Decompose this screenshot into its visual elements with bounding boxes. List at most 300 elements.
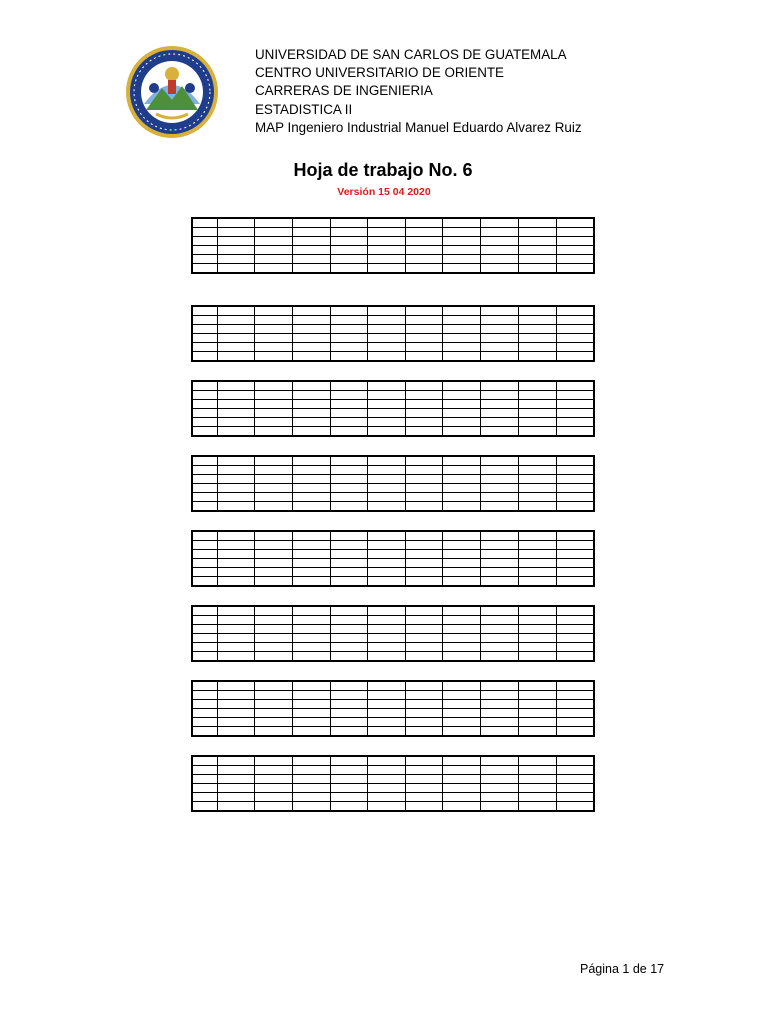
table-cell[interactable] — [518, 802, 556, 812]
table-cell[interactable] — [330, 456, 367, 466]
table-cell[interactable] — [442, 264, 480, 274]
table-cell[interactable] — [367, 418, 405, 427]
table-cell[interactable] — [254, 550, 292, 559]
table-cell[interactable] — [367, 502, 405, 512]
table-cell[interactable] — [518, 784, 556, 793]
table-cell[interactable] — [192, 325, 217, 334]
table-cell[interactable] — [556, 475, 594, 484]
table-cell[interactable] — [254, 352, 292, 362]
table-cell[interactable] — [192, 643, 217, 652]
table-cell[interactable] — [330, 700, 367, 709]
table-cell[interactable] — [292, 616, 330, 625]
table-cell[interactable] — [405, 691, 442, 700]
table-cell[interactable] — [192, 559, 217, 568]
table-cell[interactable] — [442, 550, 480, 559]
table-cell[interactable] — [367, 606, 405, 616]
table-cell[interactable] — [217, 577, 254, 587]
table-cell[interactable] — [217, 709, 254, 718]
table-cell[interactable] — [518, 334, 556, 343]
table-cell[interactable] — [192, 343, 217, 352]
table-cell[interactable] — [217, 784, 254, 793]
table-cell[interactable] — [405, 531, 442, 541]
table-cell[interactable] — [405, 606, 442, 616]
table-cell[interactable] — [367, 427, 405, 437]
table-cell[interactable] — [330, 802, 367, 812]
table-cell[interactable] — [367, 456, 405, 466]
table-cell[interactable] — [292, 606, 330, 616]
table-cell[interactable] — [192, 418, 217, 427]
table-cell[interactable] — [217, 306, 254, 316]
table-cell[interactable] — [217, 409, 254, 418]
table-cell[interactable] — [405, 343, 442, 352]
table-cell[interactable] — [292, 475, 330, 484]
table-cell[interactable] — [405, 634, 442, 643]
table-cell[interactable] — [254, 775, 292, 784]
table-cell[interactable] — [367, 793, 405, 802]
table-cell[interactable] — [480, 784, 518, 793]
table-cell[interactable] — [367, 802, 405, 812]
table-cell[interactable] — [556, 418, 594, 427]
table-cell[interactable] — [518, 456, 556, 466]
table-cell[interactable] — [254, 456, 292, 466]
table-cell[interactable] — [518, 484, 556, 493]
table-cell[interactable] — [480, 766, 518, 775]
table-cell[interactable] — [518, 400, 556, 409]
table-cell[interactable] — [192, 255, 217, 264]
table-cell[interactable] — [518, 502, 556, 512]
table-cell[interactable] — [518, 493, 556, 502]
table-cell[interactable] — [367, 475, 405, 484]
table-cell[interactable] — [556, 334, 594, 343]
table-cell[interactable] — [405, 700, 442, 709]
table-cell[interactable] — [367, 325, 405, 334]
table-cell[interactable] — [556, 691, 594, 700]
table-cell[interactable] — [405, 784, 442, 793]
table-cell[interactable] — [330, 493, 367, 502]
table-cell[interactable] — [192, 793, 217, 802]
table-cell[interactable] — [367, 550, 405, 559]
table-cell[interactable] — [556, 493, 594, 502]
table-cell[interactable] — [556, 246, 594, 255]
table-cell[interactable] — [518, 718, 556, 727]
table-cell[interactable] — [254, 246, 292, 255]
table-cell[interactable] — [556, 316, 594, 325]
table-cell[interactable] — [480, 643, 518, 652]
table-cell[interactable] — [254, 616, 292, 625]
table-cell[interactable] — [254, 418, 292, 427]
table-cell[interactable] — [254, 502, 292, 512]
table-cell[interactable] — [518, 766, 556, 775]
table-cell[interactable] — [518, 316, 556, 325]
table-cell[interactable] — [254, 427, 292, 437]
table-cell[interactable] — [556, 531, 594, 541]
table-cell[interactable] — [405, 456, 442, 466]
table-cell[interactable] — [330, 325, 367, 334]
table-cell[interactable] — [330, 352, 367, 362]
table-cell[interactable] — [192, 306, 217, 316]
table-cell[interactable] — [192, 775, 217, 784]
table-cell[interactable] — [442, 727, 480, 737]
table-cell[interactable] — [217, 334, 254, 343]
table-cell[interactable] — [330, 727, 367, 737]
table-cell[interactable] — [480, 700, 518, 709]
table-cell[interactable] — [254, 334, 292, 343]
table-cell[interactable] — [330, 681, 367, 691]
table-cell[interactable] — [292, 352, 330, 362]
table-cell[interactable] — [254, 766, 292, 775]
table-cell[interactable] — [330, 484, 367, 493]
table-cell[interactable] — [254, 325, 292, 334]
table-cell[interactable] — [367, 568, 405, 577]
table-cell[interactable] — [192, 237, 217, 246]
table-cell[interactable] — [480, 484, 518, 493]
table-cell[interactable] — [330, 391, 367, 400]
table-cell[interactable] — [330, 475, 367, 484]
table-cell[interactable] — [192, 550, 217, 559]
table-cell[interactable] — [192, 700, 217, 709]
table-cell[interactable] — [405, 264, 442, 274]
table-cell[interactable] — [556, 709, 594, 718]
table-cell[interactable] — [556, 484, 594, 493]
table-cell[interactable] — [330, 784, 367, 793]
table-cell[interactable] — [367, 381, 405, 391]
table-cell[interactable] — [405, 652, 442, 662]
table-cell[interactable] — [330, 652, 367, 662]
table-cell[interactable] — [480, 550, 518, 559]
table-cell[interactable] — [292, 228, 330, 237]
table-cell[interactable] — [254, 381, 292, 391]
table-cell[interactable] — [254, 466, 292, 475]
table-cell[interactable] — [367, 391, 405, 400]
table-cell[interactable] — [367, 334, 405, 343]
table-cell[interactable] — [292, 409, 330, 418]
table-cell[interactable] — [518, 541, 556, 550]
table-cell[interactable] — [192, 756, 217, 766]
table-cell[interactable] — [217, 793, 254, 802]
table-cell[interactable] — [254, 400, 292, 409]
table-cell[interactable] — [518, 381, 556, 391]
table-cell[interactable] — [217, 634, 254, 643]
table-cell[interactable] — [518, 643, 556, 652]
table-cell[interactable] — [217, 352, 254, 362]
table-cell[interactable] — [480, 493, 518, 502]
table-cell[interactable] — [405, 643, 442, 652]
table-cell[interactable] — [518, 237, 556, 246]
table-cell[interactable] — [480, 418, 518, 427]
table-cell[interactable] — [442, 531, 480, 541]
table-cell[interactable] — [254, 634, 292, 643]
table-cell[interactable] — [442, 493, 480, 502]
table-cell[interactable] — [254, 643, 292, 652]
table-cell[interactable] — [292, 718, 330, 727]
table-cell[interactable] — [480, 652, 518, 662]
table-cell[interactable] — [405, 616, 442, 625]
table-cell[interactable] — [556, 550, 594, 559]
table-cell[interactable] — [192, 634, 217, 643]
table-cell[interactable] — [518, 427, 556, 437]
table-cell[interactable] — [330, 766, 367, 775]
table-cell[interactable] — [367, 709, 405, 718]
table-cell[interactable] — [330, 559, 367, 568]
table-cell[interactable] — [217, 541, 254, 550]
table-cell[interactable] — [480, 625, 518, 634]
table-cell[interactable] — [480, 502, 518, 512]
table-cell[interactable] — [556, 381, 594, 391]
table-cell[interactable] — [518, 616, 556, 625]
table-cell[interactable] — [192, 484, 217, 493]
table-cell[interactable] — [405, 709, 442, 718]
table-cell[interactable] — [442, 775, 480, 784]
table-cell[interactable] — [192, 709, 217, 718]
table-cell[interactable] — [254, 802, 292, 812]
table-cell[interactable] — [405, 568, 442, 577]
table-cell[interactable] — [556, 306, 594, 316]
table-cell[interactable] — [367, 616, 405, 625]
table-cell[interactable] — [217, 228, 254, 237]
table-cell[interactable] — [480, 381, 518, 391]
table-cell[interactable] — [405, 400, 442, 409]
table-cell[interactable] — [518, 652, 556, 662]
table-cell[interactable] — [330, 264, 367, 274]
table-cell[interactable] — [254, 255, 292, 264]
table-cell[interactable] — [292, 793, 330, 802]
table-cell[interactable] — [254, 484, 292, 493]
table-cell[interactable] — [292, 484, 330, 493]
table-cell[interactable] — [556, 681, 594, 691]
table-cell[interactable] — [254, 493, 292, 502]
table-cell[interactable] — [192, 493, 217, 502]
table-cell[interactable] — [217, 237, 254, 246]
table-cell[interactable] — [480, 316, 518, 325]
table-cell[interactable] — [254, 652, 292, 662]
table-cell[interactable] — [217, 756, 254, 766]
table-cell[interactable] — [330, 616, 367, 625]
table-cell[interactable] — [292, 531, 330, 541]
table-cell[interactable] — [442, 718, 480, 727]
table-cell[interactable] — [518, 700, 556, 709]
table-cell[interactable] — [192, 475, 217, 484]
table-cell[interactable] — [330, 709, 367, 718]
table-cell[interactable] — [442, 218, 480, 228]
table-cell[interactable] — [192, 568, 217, 577]
table-cell[interactable] — [217, 727, 254, 737]
table-cell[interactable] — [480, 466, 518, 475]
table-cell[interactable] — [405, 306, 442, 316]
table-cell[interactable] — [442, 400, 480, 409]
table-cell[interactable] — [480, 802, 518, 812]
table-cell[interactable] — [292, 466, 330, 475]
table-cell[interactable] — [480, 427, 518, 437]
table-cell[interactable] — [480, 568, 518, 577]
table-cell[interactable] — [442, 391, 480, 400]
table-cell[interactable] — [217, 625, 254, 634]
table-cell[interactable] — [292, 246, 330, 255]
table-cell[interactable] — [367, 409, 405, 418]
table-cell[interactable] — [292, 681, 330, 691]
table-cell[interactable] — [367, 352, 405, 362]
table-cell[interactable] — [442, 652, 480, 662]
table-cell[interactable] — [330, 334, 367, 343]
table-cell[interactable] — [405, 793, 442, 802]
table-cell[interactable] — [405, 625, 442, 634]
table-cell[interactable] — [192, 427, 217, 437]
table-cell[interactable] — [556, 502, 594, 512]
table-cell[interactable] — [442, 228, 480, 237]
table-cell[interactable] — [217, 427, 254, 437]
table-cell[interactable] — [192, 652, 217, 662]
table-cell[interactable] — [254, 691, 292, 700]
table-cell[interactable] — [405, 418, 442, 427]
table-cell[interactable] — [217, 493, 254, 502]
table-cell[interactable] — [292, 325, 330, 334]
table-cell[interactable] — [217, 606, 254, 616]
table-cell[interactable] — [192, 625, 217, 634]
table-cell[interactable] — [480, 775, 518, 784]
table-cell[interactable] — [254, 727, 292, 737]
table-cell[interactable] — [192, 381, 217, 391]
table-cell[interactable] — [405, 409, 442, 418]
table-cell[interactable] — [556, 264, 594, 274]
table-cell[interactable] — [556, 802, 594, 812]
table-cell[interactable] — [442, 418, 480, 427]
table-cell[interactable] — [556, 727, 594, 737]
table-cell[interactable] — [442, 409, 480, 418]
table-cell[interactable] — [518, 264, 556, 274]
table-cell[interactable] — [217, 418, 254, 427]
table-cell[interactable] — [330, 606, 367, 616]
table-cell[interactable] — [518, 391, 556, 400]
table-cell[interactable] — [556, 616, 594, 625]
table-cell[interactable] — [254, 228, 292, 237]
table-cell[interactable] — [480, 306, 518, 316]
table-cell[interactable] — [330, 625, 367, 634]
table-cell[interactable] — [292, 456, 330, 466]
table-cell[interactable] — [405, 484, 442, 493]
table-cell[interactable] — [292, 766, 330, 775]
table-cell[interactable] — [217, 643, 254, 652]
table-cell[interactable] — [292, 577, 330, 587]
table-cell[interactable] — [405, 502, 442, 512]
table-cell[interactable] — [292, 756, 330, 766]
table-cell[interactable] — [480, 334, 518, 343]
table-cell[interactable] — [480, 634, 518, 643]
table-cell[interactable] — [442, 255, 480, 264]
table-cell[interactable] — [367, 246, 405, 255]
table-cell[interactable] — [442, 306, 480, 316]
table-cell[interactable] — [405, 802, 442, 812]
table-cell[interactable] — [367, 634, 405, 643]
table-cell[interactable] — [442, 427, 480, 437]
table-cell[interactable] — [518, 577, 556, 587]
table-cell[interactable] — [518, 246, 556, 255]
table-cell[interactable] — [518, 306, 556, 316]
table-cell[interactable] — [480, 709, 518, 718]
table-cell[interactable] — [254, 700, 292, 709]
table-cell[interactable] — [367, 625, 405, 634]
table-cell[interactable] — [330, 718, 367, 727]
table-cell[interactable] — [217, 681, 254, 691]
table-cell[interactable] — [405, 237, 442, 246]
table-cell[interactable] — [518, 691, 556, 700]
table-cell[interactable] — [330, 418, 367, 427]
table-cell[interactable] — [442, 502, 480, 512]
table-cell[interactable] — [556, 427, 594, 437]
table-cell[interactable] — [480, 559, 518, 568]
table-cell[interactable] — [480, 718, 518, 727]
table-cell[interactable] — [192, 409, 217, 418]
table-cell[interactable] — [217, 775, 254, 784]
table-cell[interactable] — [556, 325, 594, 334]
table-cell[interactable] — [367, 718, 405, 727]
table-cell[interactable] — [518, 466, 556, 475]
table-cell[interactable] — [254, 718, 292, 727]
table-cell[interactable] — [556, 352, 594, 362]
table-cell[interactable] — [518, 550, 556, 559]
table-cell[interactable] — [292, 427, 330, 437]
table-cell[interactable] — [217, 264, 254, 274]
table-cell[interactable] — [367, 643, 405, 652]
table-cell[interactable] — [442, 606, 480, 616]
table-cell[interactable] — [556, 775, 594, 784]
table-cell[interactable] — [442, 381, 480, 391]
table-cell[interactable] — [292, 643, 330, 652]
table-cell[interactable] — [442, 352, 480, 362]
table-cell[interactable] — [254, 606, 292, 616]
table-cell[interactable] — [405, 427, 442, 437]
table-cell[interactable] — [217, 343, 254, 352]
table-cell[interactable] — [292, 691, 330, 700]
table-cell[interactable] — [556, 625, 594, 634]
table-cell[interactable] — [217, 484, 254, 493]
table-cell[interactable] — [405, 352, 442, 362]
table-cell[interactable] — [442, 766, 480, 775]
table-cell[interactable] — [367, 255, 405, 264]
table-cell[interactable] — [556, 634, 594, 643]
table-cell[interactable] — [217, 559, 254, 568]
table-cell[interactable] — [405, 381, 442, 391]
table-cell[interactable] — [518, 325, 556, 334]
table-cell[interactable] — [192, 727, 217, 737]
table-cell[interactable] — [292, 334, 330, 343]
table-cell[interactable] — [367, 493, 405, 502]
table-cell[interactable] — [556, 400, 594, 409]
table-cell[interactable] — [518, 625, 556, 634]
table-cell[interactable] — [192, 456, 217, 466]
table-cell[interactable] — [192, 802, 217, 812]
table-cell[interactable] — [292, 652, 330, 662]
table-cell[interactable] — [330, 316, 367, 325]
table-cell[interactable] — [192, 466, 217, 475]
table-cell[interactable] — [556, 718, 594, 727]
table-cell[interactable] — [405, 766, 442, 775]
table-cell[interactable] — [254, 709, 292, 718]
table-cell[interactable] — [254, 559, 292, 568]
table-cell[interactable] — [217, 400, 254, 409]
table-cell[interactable] — [442, 466, 480, 475]
table-cell[interactable] — [442, 541, 480, 550]
table-cell[interactable] — [480, 793, 518, 802]
table-cell[interactable] — [217, 531, 254, 541]
table-cell[interactable] — [442, 784, 480, 793]
table-cell[interactable] — [442, 793, 480, 802]
table-cell[interactable] — [556, 466, 594, 475]
table-cell[interactable] — [254, 343, 292, 352]
table-cell[interactable] — [254, 218, 292, 228]
table-cell[interactable] — [292, 381, 330, 391]
table-cell[interactable] — [442, 616, 480, 625]
table-cell[interactable] — [442, 568, 480, 577]
table-cell[interactable] — [480, 691, 518, 700]
